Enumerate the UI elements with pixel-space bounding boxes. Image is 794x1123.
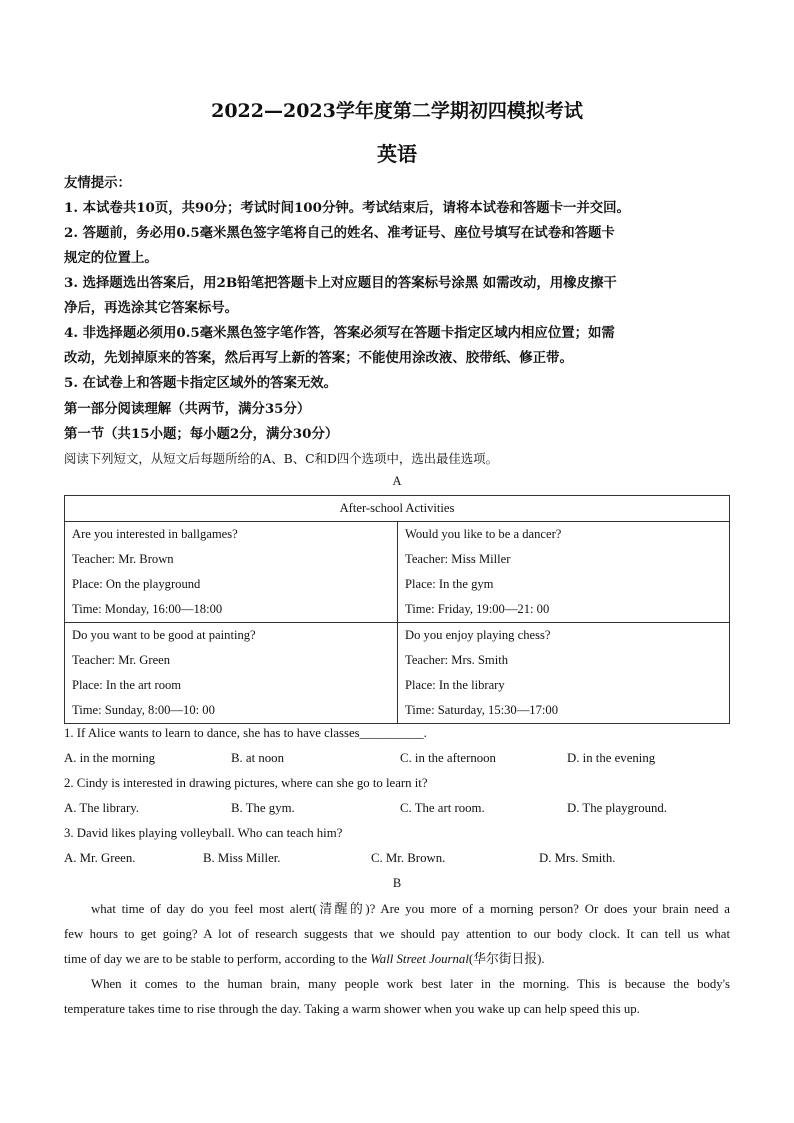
newspaper-name: Wall Street Journal bbox=[370, 952, 469, 966]
question-stem: 2. Cindy is interested in drawing pictures, where can she go to learn it? bbox=[64, 776, 428, 790]
passage-a-label: A bbox=[392, 474, 402, 488]
question-option[interactable]: D. The playground. bbox=[567, 801, 667, 815]
notice-item: 3. 选择题选出答案后，用2B铅笔把答题卡上对应题目的答案标号涂黑 如需改动，用橡皮擦干 bbox=[64, 275, 617, 291]
exam-title: 2022—2023学年度第二学期初四模拟考试 bbox=[211, 100, 583, 122]
activity-cell bbox=[398, 522, 730, 623]
activity-time: Time: Sunday, 8:00—10: 00 bbox=[72, 703, 215, 717]
question-option[interactable]: A. The library. bbox=[64, 801, 139, 815]
paragraph-line: When it comes to the human brain, many people work best later in the morning. This is because the body's bbox=[91, 977, 730, 991]
section1-heading: 第一节（共15小题；每小题2分，满分30分） bbox=[64, 426, 339, 442]
question-option[interactable]: D. Mrs. Smith. bbox=[539, 851, 616, 865]
question-option[interactable]: C. The art room. bbox=[400, 801, 485, 815]
activity-question: Are you interested in ballgames? bbox=[72, 527, 238, 541]
notice-item: 5. 在试卷上和答题卡指定区域外的答案无效。 bbox=[64, 375, 338, 391]
paragraph-line: what time of day do you feel most alert(清醒的)? Are you more of a morning person? Or does your brain need a bbox=[91, 902, 730, 916]
activity-time: Time: Monday, 16:00—18:00 bbox=[72, 602, 223, 616]
paragraph-line: few hours to get going? A lot of research suggests that we should pay attention to our body clock. It can tell us what bbox=[64, 927, 730, 941]
activity-cell bbox=[65, 522, 398, 623]
activities-table bbox=[64, 495, 730, 724]
passage-b-label: B bbox=[392, 876, 402, 890]
paragraph-line: temperature takes time to rise through the day. Taking a warm shower when you wake up can help speed this up. bbox=[64, 1002, 640, 1016]
activity-time: Time: Friday, 19:00—21: 00 bbox=[405, 602, 550, 616]
question-option[interactable]: C. Mr. Brown. bbox=[371, 851, 446, 865]
activity-place: Place: On the playground bbox=[72, 577, 201, 591]
paragraph-text: time of day we are to be stable to perform, according to the bbox=[64, 952, 371, 966]
section1-instruction: 阅读下列短文，从短文后每题所给的A、B、C和D四个选项中，选出最佳选项。 bbox=[64, 451, 498, 466]
activity-teacher: Teacher: Mrs. Smith bbox=[405, 653, 508, 667]
question-option[interactable]: B. at noon bbox=[231, 751, 284, 765]
table-title: After-school Activities bbox=[65, 496, 730, 522]
activity-question: Would you like to be a dancer? bbox=[405, 527, 562, 541]
activity-place: Place: In the library bbox=[405, 678, 505, 692]
notice-item: 4. 非选择题必须用0.5毫米黑色签字笔作答，答案必须写在答题卡指定区域内相应位置；如需 bbox=[64, 325, 615, 341]
question-option[interactable]: A. Mr. Green. bbox=[64, 851, 136, 865]
question-option[interactable]: B. The gym. bbox=[231, 801, 295, 815]
notice-item: 改动，先划掉原来的答案，然后再写上新的答案；不能使用涂改液、胶带纸、修正带。 bbox=[64, 350, 573, 366]
question-option[interactable]: A. in the morning bbox=[64, 751, 155, 765]
activity-cell bbox=[65, 623, 398, 724]
notice-item: 规定的位置上。 bbox=[64, 250, 158, 266]
notice-item: 净后，再选涂其它答案标号。 bbox=[64, 300, 239, 316]
activity-question: Do you want to be good at painting? bbox=[72, 628, 256, 642]
passage-b-paragraph-1 bbox=[64, 897, 730, 972]
exam-subject: 英语 bbox=[377, 142, 417, 166]
notice-item: 1. 本试卷共10页，共90分；考试时间100分钟。考试结束后，请将本试卷和答题卡一并交回。 bbox=[64, 200, 630, 216]
passage-b-paragraph-2 bbox=[64, 972, 730, 1022]
activity-time: Time: Saturday, 15:30—17:00 bbox=[405, 703, 558, 717]
notice-item: 2. 答题前，务必用0.5毫米黑色签字笔将自己的姓名、准考证号、座位号填写在试卷和答题卡 bbox=[64, 225, 615, 241]
activity-teacher: Teacher: Mr. Brown bbox=[72, 552, 174, 566]
question-option[interactable]: D. in the evening bbox=[567, 751, 656, 765]
activity-question: Do you enjoy playing chess? bbox=[405, 628, 551, 642]
activity-teacher: Teacher: Mr. Green bbox=[72, 653, 171, 667]
question-stem: 1. If Alice wants to learn to dance, she has to have classes__________. bbox=[64, 726, 427, 740]
part1-heading: 第一部分阅读理解（共两节，满分35分） bbox=[64, 401, 311, 417]
activity-teacher: Teacher: Miss Miller bbox=[405, 552, 511, 566]
question-stem: 3. David likes playing volleyball. Who can teach him? bbox=[64, 826, 343, 840]
paragraph-line bbox=[64, 947, 730, 972]
activity-cell bbox=[398, 623, 730, 724]
question-option[interactable]: B. Miss Miller. bbox=[203, 851, 281, 865]
activity-place: Place: In the gym bbox=[405, 577, 494, 591]
activity-place: Place: In the art room bbox=[72, 678, 182, 692]
question-option[interactable]: C. in the afternoon bbox=[400, 751, 496, 765]
paragraph-text: (华尔街日报). bbox=[468, 952, 545, 966]
notice-heading: 友情提示： bbox=[64, 175, 131, 191]
